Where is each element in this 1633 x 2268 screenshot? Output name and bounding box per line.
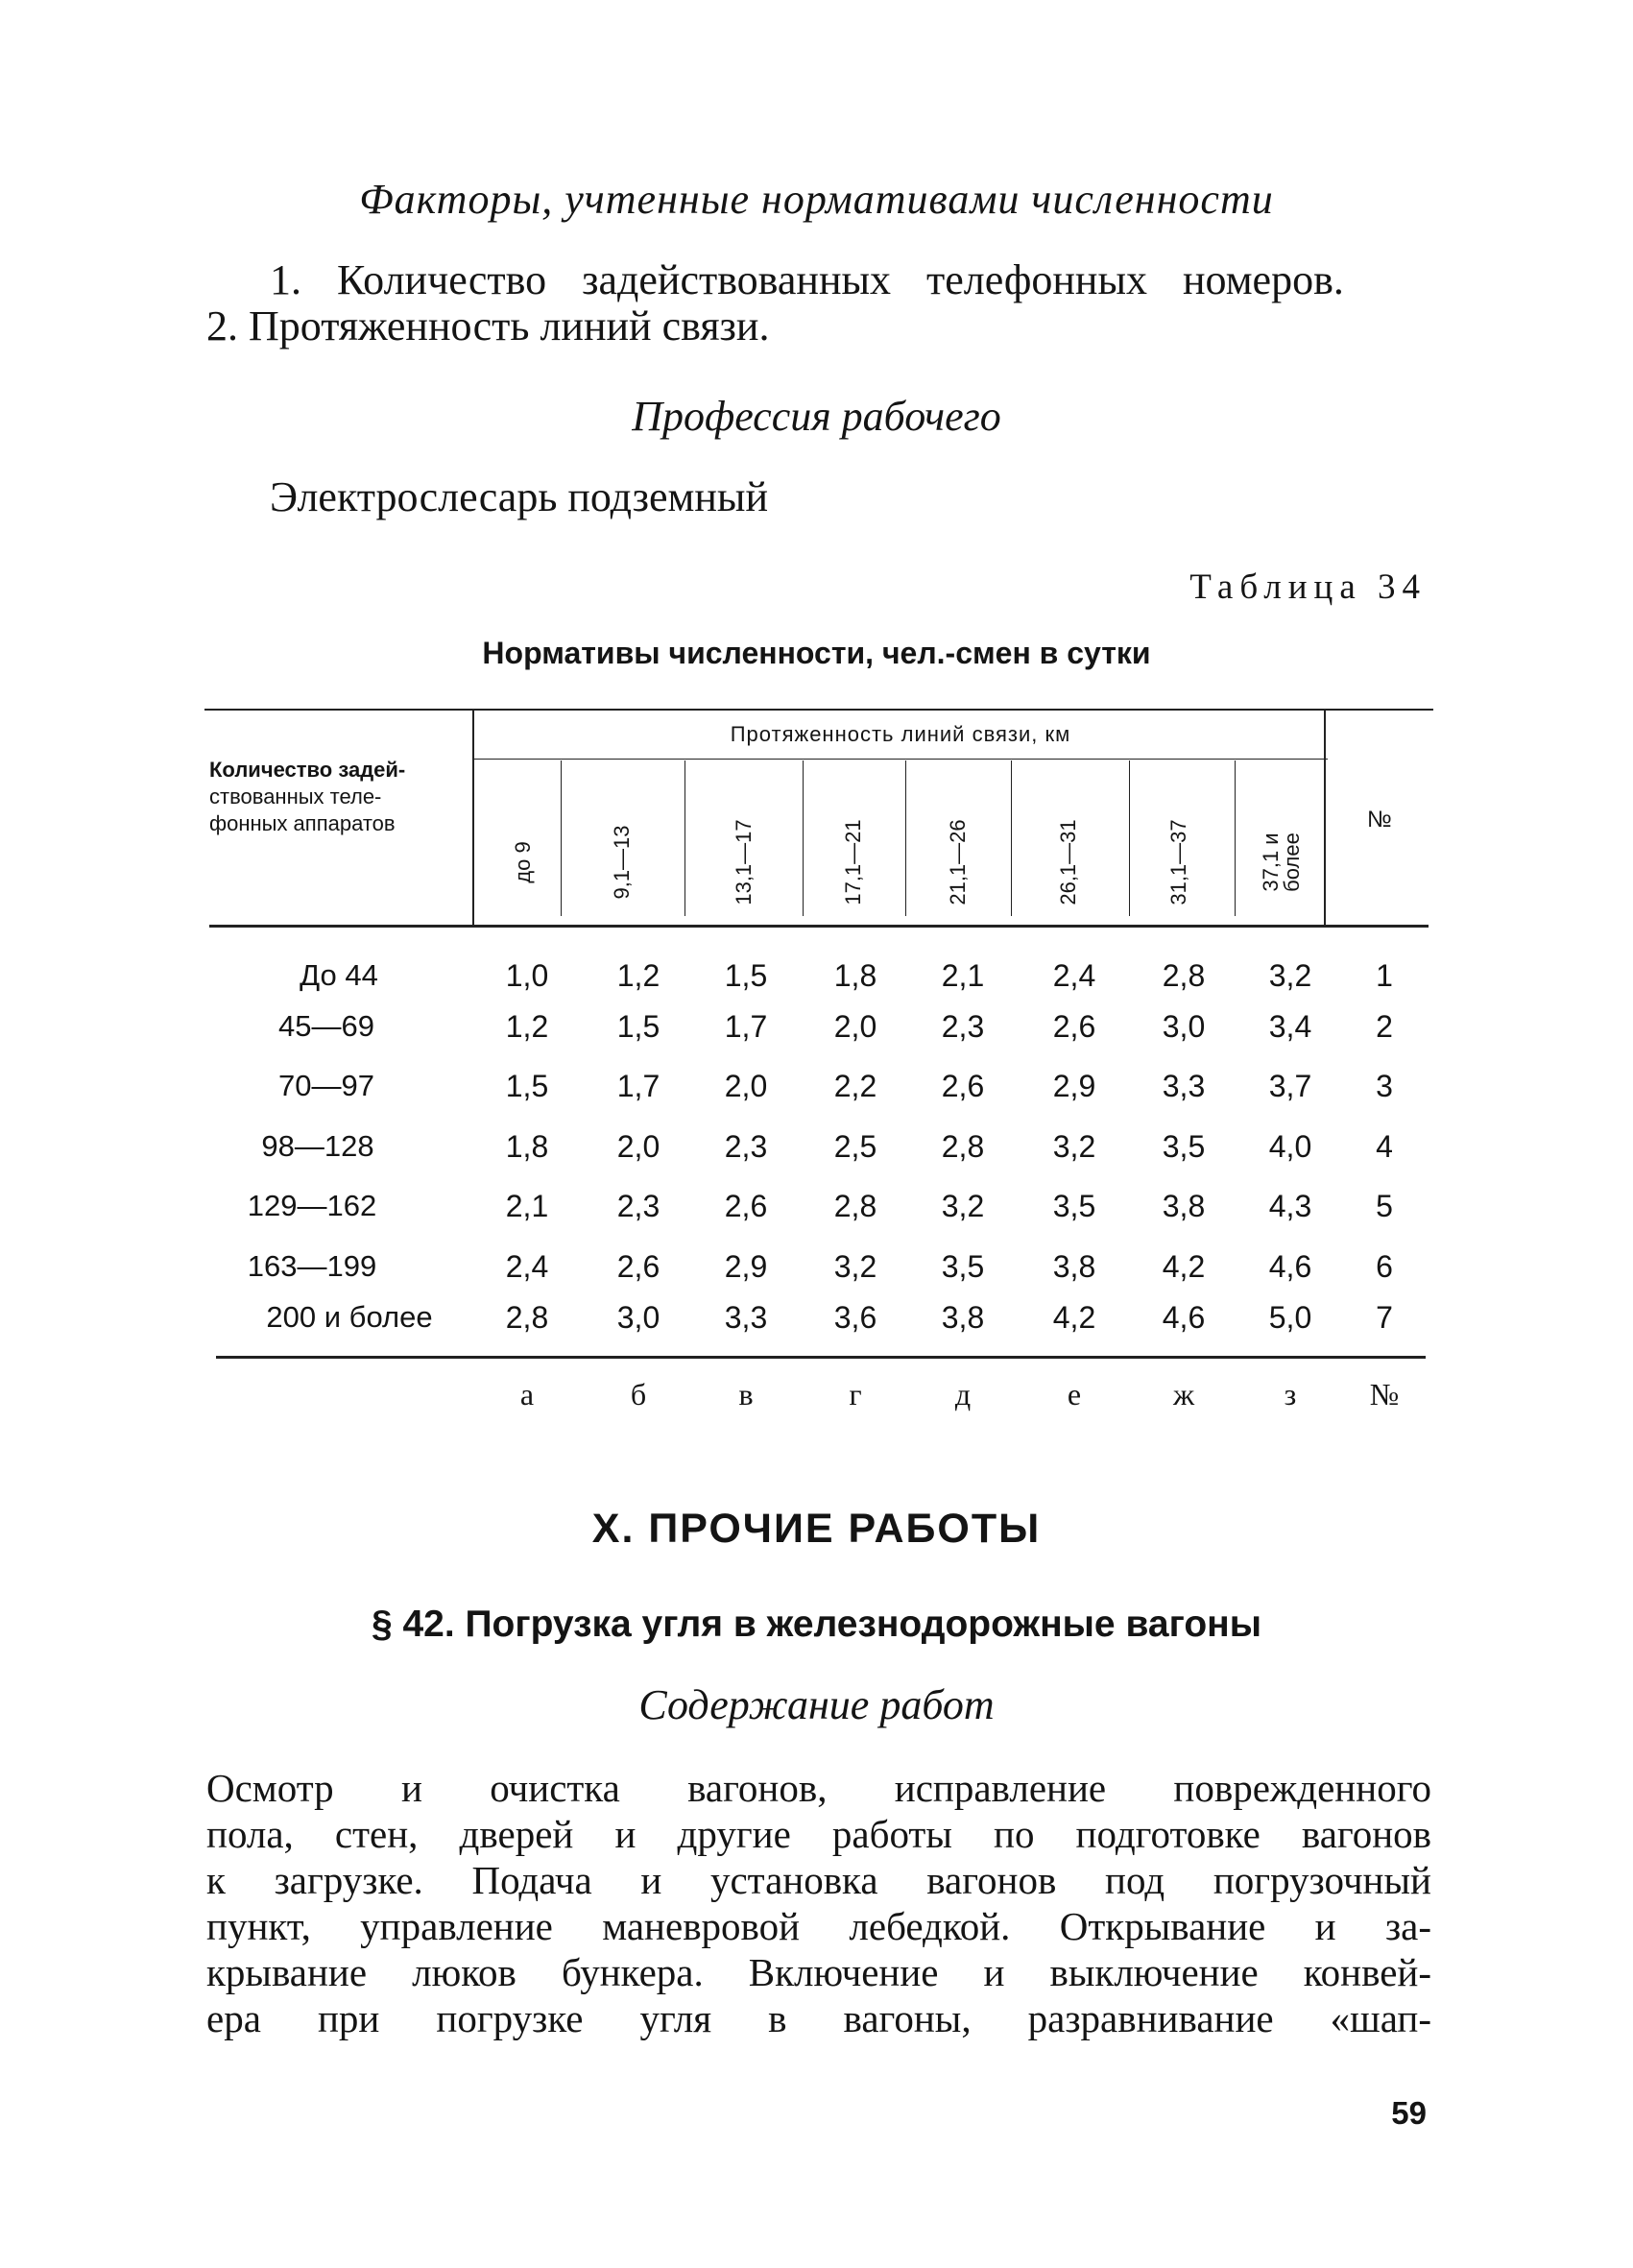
col-letter: № (1369, 1377, 1400, 1411)
col-header: 21,1—26 (946, 819, 970, 905)
row-label: 129—162 (247, 1189, 377, 1222)
group-header: Протяженность линий связи, км (730, 722, 1071, 746)
cell: 3,7 (1268, 1069, 1312, 1103)
row-label: 98—128 (261, 1129, 374, 1163)
cell: 2,3 (616, 1189, 660, 1223)
cell: 2,0 (724, 1069, 768, 1103)
row-header-line: Количество задей- (209, 758, 406, 782)
cell: 3,5 (941, 1249, 985, 1284)
row-label: 200 и более (266, 1300, 433, 1334)
table-bottom-rule (216, 1356, 1426, 1359)
table-title: Нормативы численности, чел.-смен в сутки (482, 636, 1151, 670)
cell: 3,0 (616, 1300, 660, 1335)
cell: 2,4 (1052, 958, 1096, 993)
col-header: до 9 (511, 841, 535, 883)
profession-name: Электрослесарь подземный (270, 473, 768, 520)
cell: 2,8 (941, 1129, 985, 1164)
cell: 1,7 (616, 1069, 660, 1103)
table-number: Таблица 34 (1189, 567, 1427, 607)
cell: 1,7 (724, 1009, 768, 1044)
row-number: 3 (1376, 1069, 1393, 1103)
cell: 3,6 (833, 1300, 877, 1335)
page-number: 59 (1391, 2095, 1427, 2131)
cell: 2,2 (833, 1069, 877, 1103)
cell: 5,0 (1268, 1300, 1312, 1335)
cell: 3,5 (1052, 1189, 1096, 1223)
row-label: 45—69 (278, 1009, 374, 1043)
cell: 2,0 (833, 1009, 877, 1044)
row-number: 4 (1376, 1129, 1393, 1164)
row-number: 5 (1376, 1189, 1393, 1223)
row-header (209, 757, 470, 837)
col-divider (1129, 760, 1130, 916)
col-divider (561, 760, 562, 916)
body-text-line: пункт, управление маневровой лебедкой. Открывание и за- (206, 1904, 1431, 1948)
col-header: 31,1—37 (1166, 819, 1190, 905)
no-header: № (1367, 807, 1392, 832)
col-letter: а (519, 1377, 535, 1411)
row-number: 2 (1376, 1009, 1393, 1044)
row-label: 70—97 (278, 1069, 374, 1102)
cell: 2,6 (616, 1249, 660, 1284)
cell: 2,6 (941, 1069, 985, 1103)
body-text-line: ера при погрузке угля в вагоны, разравнивание «шап- (206, 1996, 1431, 2040)
cell: 4,6 (1268, 1249, 1312, 1284)
cell: 4,0 (1268, 1129, 1312, 1164)
col-header: 9,1—13 (610, 825, 634, 900)
col-letter: г (849, 1377, 862, 1411)
factors-heading: Факторы, учтенные нормативами численности (359, 176, 1274, 223)
cell: 3,3 (724, 1300, 768, 1335)
cell: 3,5 (1162, 1129, 1206, 1164)
col-divider (905, 760, 906, 916)
section-title: X. ПРОЧИЕ РАБОТЫ (591, 1506, 1042, 1552)
col-header: 13,1—17 (732, 819, 756, 905)
cell: 2,0 (616, 1129, 660, 1164)
col-letter: д (954, 1377, 972, 1411)
cell: 2,3 (724, 1129, 768, 1164)
col-divider (1235, 760, 1236, 916)
factor-item-1: 1. Количество задействованных телефонных номеров. (270, 256, 1344, 303)
col-divider (1011, 760, 1012, 916)
cell: 2,8 (1162, 958, 1206, 993)
cell: 2,8 (505, 1300, 549, 1335)
cell: 3,2 (833, 1249, 877, 1284)
cell: 4,3 (1268, 1189, 1312, 1223)
row-label: 163—199 (247, 1249, 377, 1283)
cell: 3,2 (941, 1189, 985, 1223)
cell: 2,8 (833, 1189, 877, 1223)
body-text-line: к загрузке. Подача и установка вагонов под погрузочный (206, 1858, 1431, 1902)
col-letter: е (1067, 1377, 1082, 1411)
group-header-rule (473, 759, 1328, 760)
col-divider (684, 760, 685, 916)
cell: 2,9 (1052, 1069, 1096, 1103)
cell: 3,4 (1268, 1009, 1312, 1044)
body-text-line: крывание люков бункера. Включение и выключение конвей- (206, 1950, 1431, 1994)
header-bottom-rule (209, 925, 1429, 928)
cell: 1,5 (616, 1009, 660, 1044)
row-header-line: ствованных теле- (209, 784, 382, 808)
cell: 1,8 (833, 958, 877, 993)
cell: 2,6 (724, 1189, 768, 1223)
col-header: 17,1—21 (841, 819, 865, 905)
col-header: 37,1 и более (1259, 832, 1304, 892)
cell: 3,8 (941, 1300, 985, 1335)
col-letter: б (630, 1377, 647, 1411)
col-divider (803, 760, 804, 916)
col-letter: з (1284, 1377, 1297, 1411)
factor-item-2: 2. Протяженность линий связи. (206, 302, 770, 350)
paragraph-title: § 42. Погрузка угля в железнодорожные вагоны (371, 1604, 1262, 1645)
cell: 4,2 (1162, 1249, 1206, 1284)
cell: 1,5 (505, 1069, 549, 1103)
cell: 3,2 (1052, 1129, 1096, 1164)
row-number: 1 (1376, 958, 1393, 993)
cell: 2,9 (724, 1249, 768, 1284)
cell: 1,5 (724, 958, 768, 993)
row-header-line: фонных аппаратов (209, 811, 396, 835)
row-number: 7 (1376, 1300, 1393, 1335)
col-letter: ж (1172, 1377, 1195, 1411)
cell: 2,1 (505, 1189, 549, 1223)
col-letter: в (738, 1377, 754, 1411)
cell: 3,8 (1052, 1249, 1096, 1284)
cell: 2,5 (833, 1129, 877, 1164)
cell: 1,2 (616, 958, 660, 993)
cell: 3,3 (1162, 1069, 1206, 1103)
cell: 4,2 (1052, 1300, 1096, 1335)
col-header: 26,1—31 (1056, 819, 1080, 905)
cell: 3,8 (1162, 1189, 1206, 1223)
body-text-line: Осмотр и очистка вагонов, исправление поврежденного (206, 1766, 1431, 1810)
profession-heading: Профессия рабочего (632, 393, 1001, 440)
cell: 4,6 (1162, 1300, 1206, 1335)
cell: 3,2 (1268, 958, 1312, 993)
row-label: До 44 (300, 958, 378, 992)
cell: 2,1 (941, 958, 985, 993)
table-top-rule (204, 709, 1433, 711)
cell: 2,6 (1052, 1009, 1096, 1044)
body-text-line: пола, стен, дверей и другие работы по подготовке вагонов (206, 1812, 1431, 1856)
cell: 1,2 (505, 1009, 549, 1044)
cell: 2,4 (505, 1249, 549, 1284)
cell: 1,0 (505, 958, 549, 993)
row-number: 6 (1376, 1249, 1393, 1284)
content-heading: Содержание работ (638, 1681, 995, 1728)
cell: 1,8 (505, 1129, 549, 1164)
cell: 3,0 (1162, 1009, 1206, 1044)
cell: 2,3 (941, 1009, 985, 1044)
